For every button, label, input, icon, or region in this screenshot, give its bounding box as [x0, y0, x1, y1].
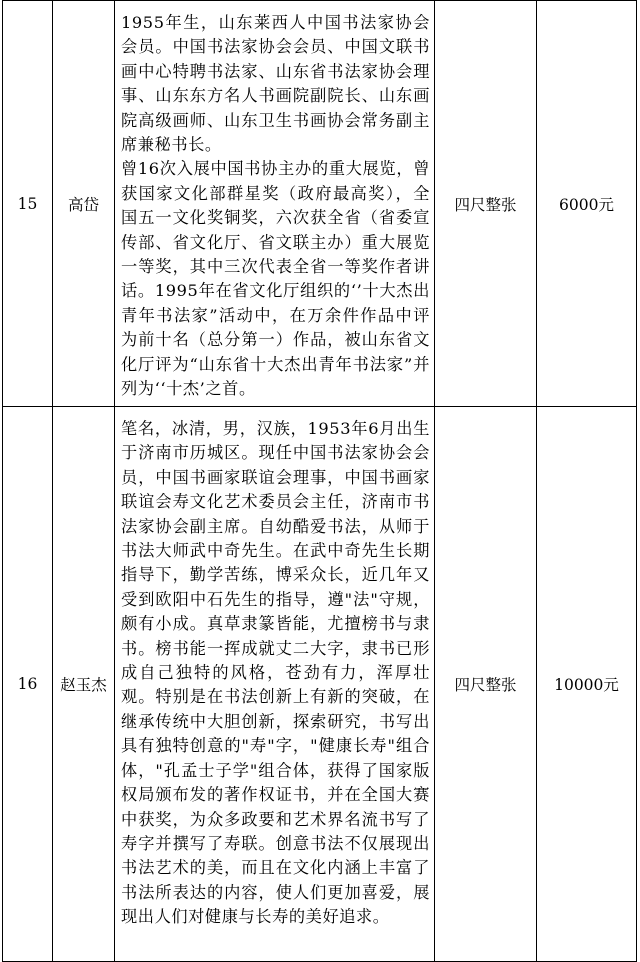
artwork-price: 6000元	[559, 195, 614, 214]
bio-paragraph: 1955年生，山东莱西人中国书法家协会会员。中国书法家协会会员、中国文联书画中心特聘书法家、山东省书法家协会理事、山东东方名人书画院副院长、山东画院高级画师、山东卫生书画协会常务副主席兼秘书长。	[121, 13, 430, 155]
artist-name: 赵玉杰	[60, 676, 107, 694]
table-row	[3, 1, 637, 407]
row-number: 16	[17, 675, 38, 693]
row-number: 15	[17, 194, 38, 213]
artwork-price: 10000元	[554, 676, 619, 694]
artwork-size-cell	[435, 1, 537, 407]
row-number-cell	[3, 1, 53, 407]
table-row	[3, 407, 637, 962]
artist-bio-cell	[115, 407, 435, 962]
artist-bio-cell	[115, 1, 435, 407]
artwork-price-cell	[537, 1, 637, 407]
artist-table	[2, 0, 637, 962]
bio-paragraph: 笔名，冰清，男，汉族，1953年6月出生于济南市历城区。现任中国书法家协会会员，中国书画家联谊会理事，中国书画家联谊会寿文化艺术委员会主任，济南市书法家协会副主席。自幼酷爱书法，从师于书法大师武中奇先生。在武中奇先生长期指导下，勤学苦练，博采众长，近几年又受到欧阳中石先生的指导，遵"法"守规，颇有小成。真草隶篆皆能，尤擅榜书与隶书。榜书能一挥成就丈二大字，隶书已形成自己独特的风格，苍劲有力，浑厚壮观。特别是在书法创新上有新的突破，在继承传统中大胆创新，探索研究，书写出具有独特创意的"寿"字，"健康长寿"组合体，"孔孟士子学"组合体，获得了国家版权局颁布发的著作权证书，并在全国大赛中获奖，为众多政要和艺术界名流书写了寿字并撰写了寿联。创意书法不仅展现出书法艺术的美，而且在文化内涵上丰富了书法所表达的内容，使人们更加喜爱，展现出人们对健康与长寿的美好追求。	[121, 419, 430, 927]
artist-bio	[115, 407, 434, 930]
artwork-size: 四尺整张	[454, 195, 517, 214]
bio-paragraph: 曾16次入展中国书协主办的重大展览，曾获国家文化部群星奖（政府最高奖），全国五一文化奖铜奖，六次获全省（省委宣传部、省文化厅、省文联主办）重大展览一等奖，其中三次代表全省一等奖作者讲话。1995年在省文化厅组织的‘’十大杰出青年书法家”活动中，在万余件作品中评为前十名（总分第一）作品，被山东省文化厅评为“山东省十大杰出青年书法家”并列为‘‘十杰’之首。	[121, 159, 430, 399]
artwork-price-cell	[537, 407, 637, 962]
artwork-size: 四尺整张	[454, 676, 517, 694]
artist-name-cell	[53, 407, 115, 962]
row-number-cell	[3, 407, 53, 962]
artist-bio	[115, 1, 434, 402]
artist-name: 高岱	[67, 195, 99, 214]
artwork-size-cell	[435, 407, 537, 962]
artist-name-cell	[53, 1, 115, 407]
